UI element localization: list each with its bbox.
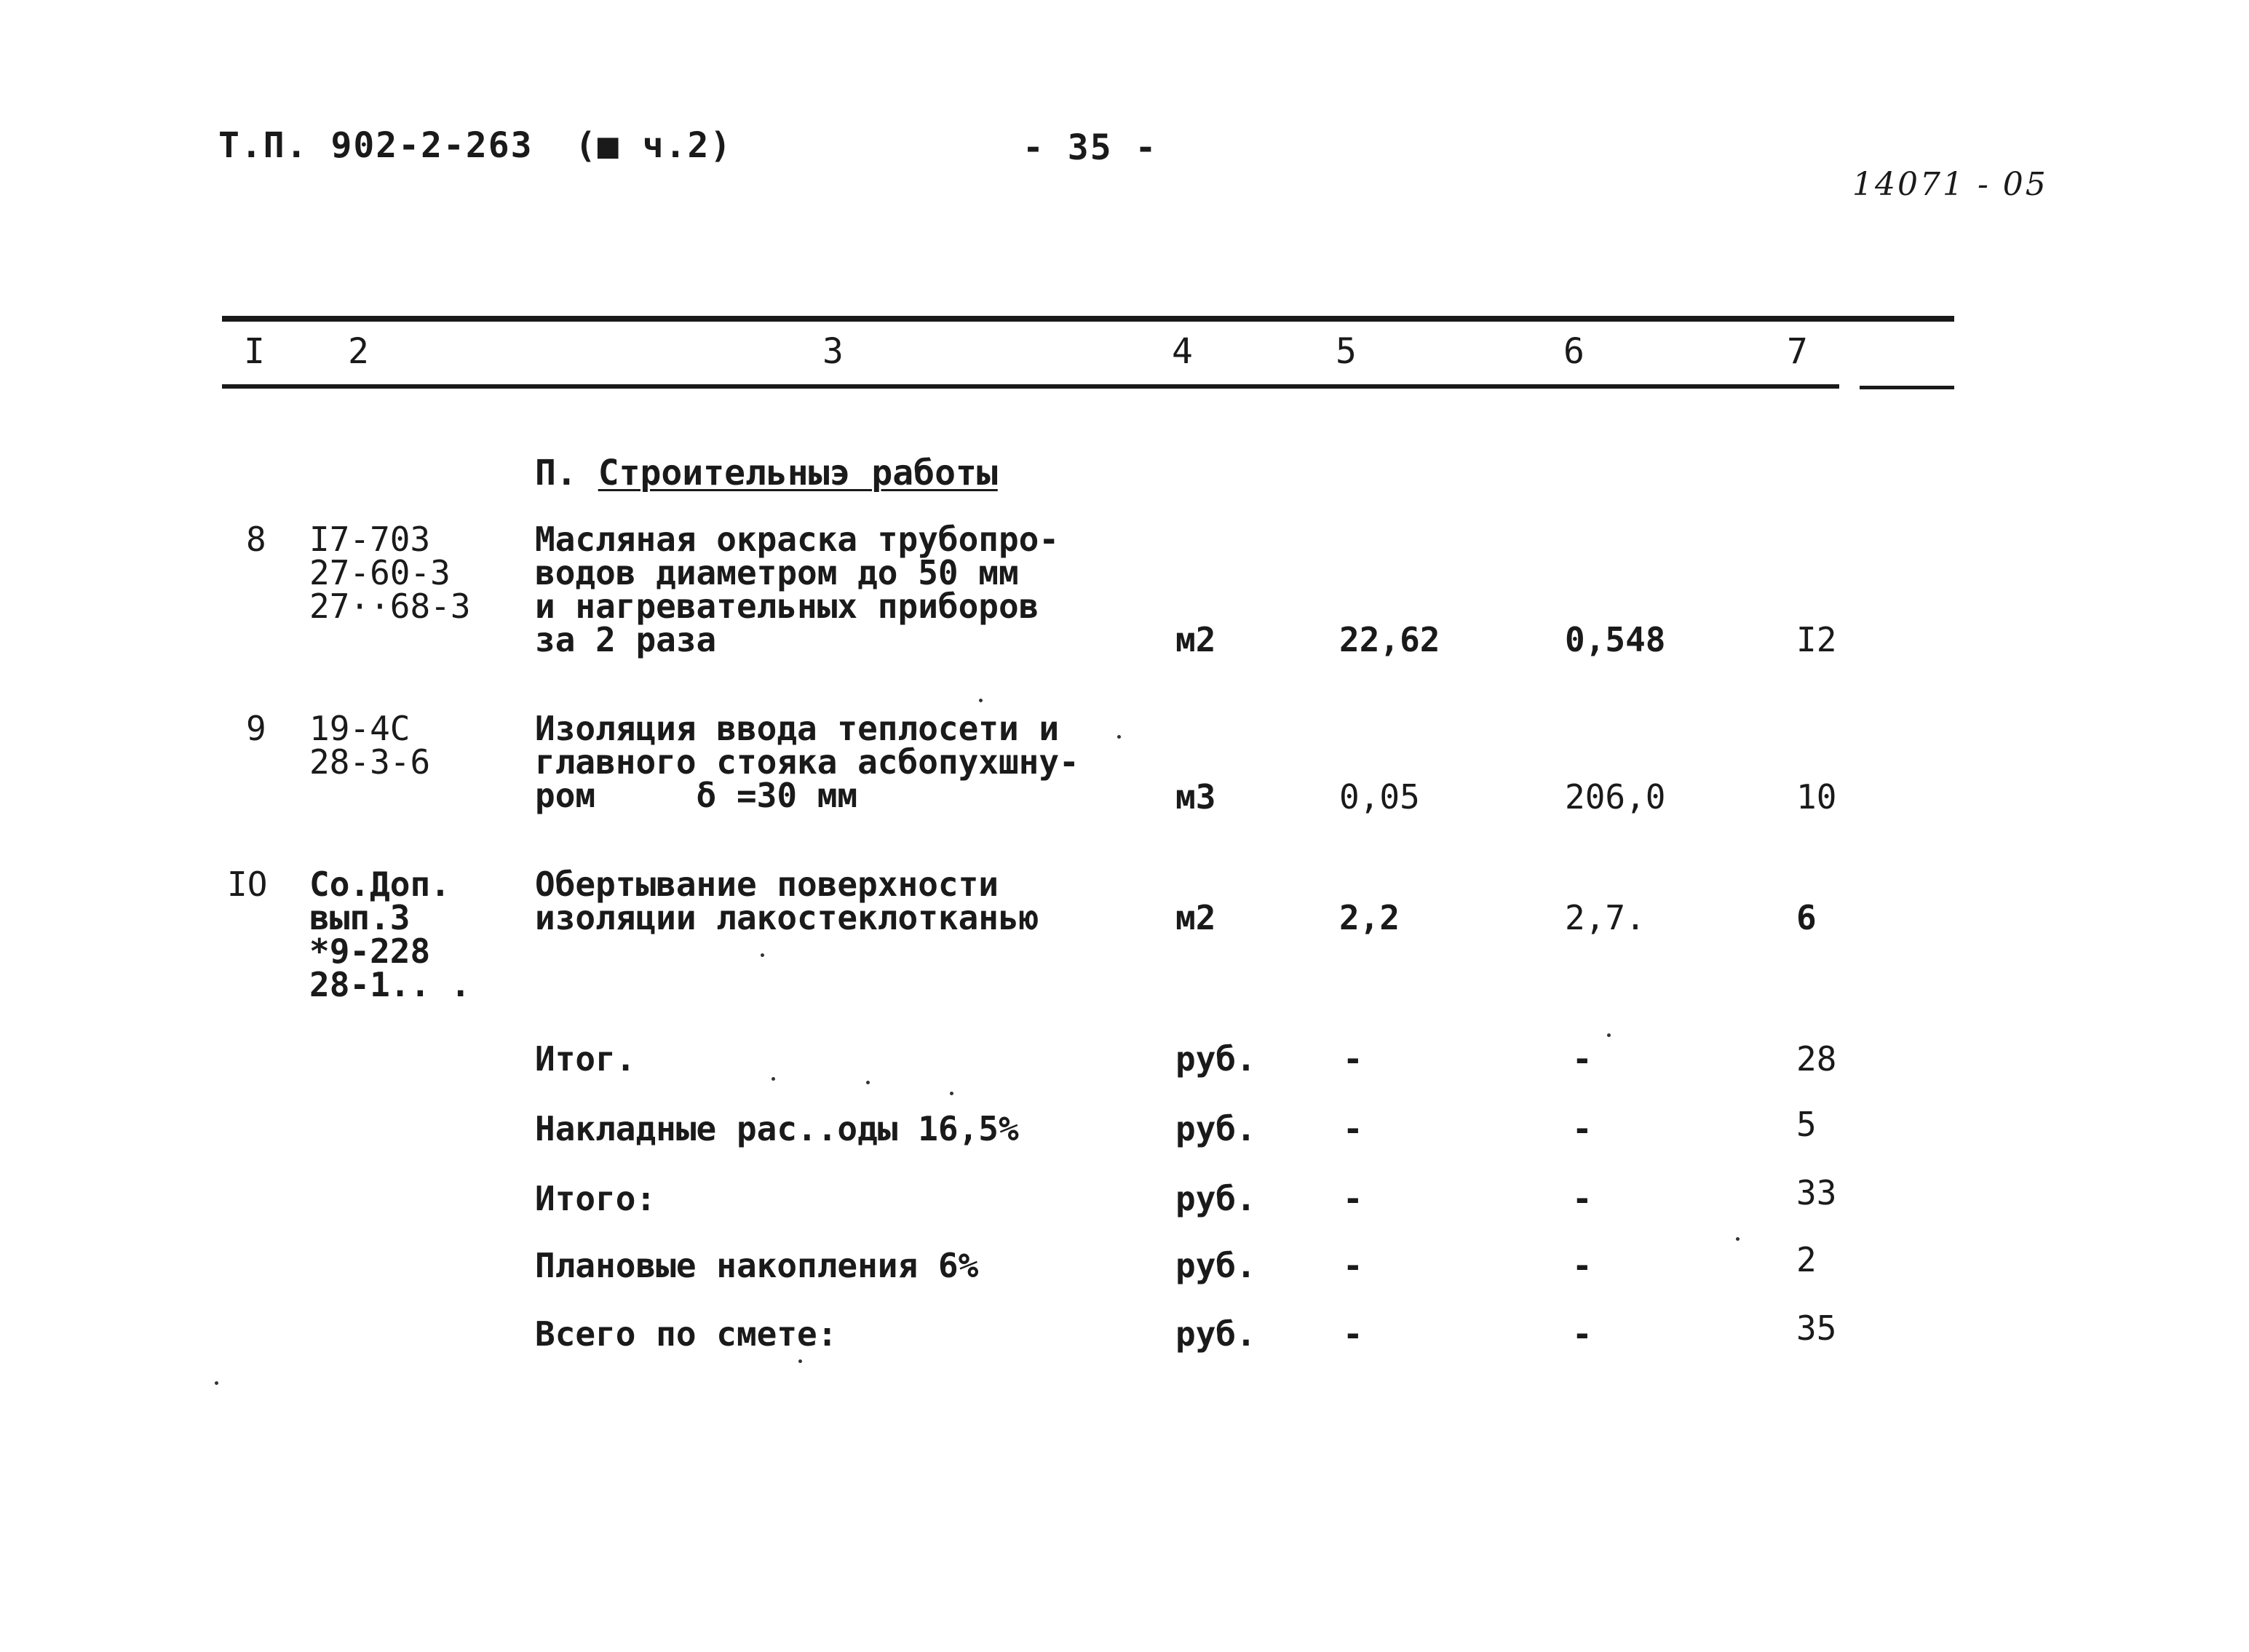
- summary-unit-price: -: [1572, 1109, 1592, 1148]
- column-number-4: 4: [1172, 331, 1193, 372]
- section-prefix: П.: [535, 453, 577, 493]
- row-unit-price: 0,548: [1565, 620, 1666, 659]
- summary-unit-price: -: [1572, 1314, 1592, 1354]
- summary-unit: руб.: [1175, 1039, 1256, 1079]
- summary-unit: руб.: [1175, 1314, 1256, 1354]
- row-unit: м2: [1175, 620, 1216, 659]
- row-description: Масляная окраска трубопро- водов диаметром до 50 мм и нагревательных приборов за 2 раза: [535, 520, 1060, 659]
- column-number-7: 7: [1787, 331, 1808, 372]
- table-header-rule-end: [1860, 386, 1954, 389]
- scan-speck: [1736, 1237, 1740, 1241]
- row-total: 6: [1796, 898, 1817, 937]
- row-unit: м3: [1175, 777, 1216, 817]
- summary-total: 2: [1796, 1240, 1817, 1279]
- table-top-rule: [222, 316, 1954, 322]
- summary-label: Плановые накопления 6%: [535, 1246, 979, 1285]
- summary-total: 5: [1796, 1105, 1817, 1144]
- column-number-2: 2: [348, 331, 369, 372]
- summary-label: Итог.: [535, 1039, 636, 1079]
- section-name: Строительныэ работы: [598, 453, 998, 493]
- column-number-3: 3: [822, 331, 844, 372]
- summary-quantity: -: [1343, 1246, 1363, 1285]
- summary-total: 35: [1796, 1309, 1837, 1348]
- summary-unit: руб.: [1175, 1109, 1256, 1148]
- summary-label: Итого:: [535, 1179, 657, 1218]
- summary-total: 33: [1796, 1173, 1837, 1212]
- scan-speck: [798, 1359, 802, 1363]
- row-unit: м2: [1175, 898, 1216, 937]
- summary-unit-price: -: [1572, 1039, 1592, 1079]
- scan-speck: [772, 1077, 775, 1081]
- scan-speck: [1607, 1033, 1611, 1037]
- summary-unit: руб.: [1175, 1246, 1256, 1285]
- summary-total: 28: [1796, 1039, 1837, 1079]
- row-unit-price: 206,0: [1565, 777, 1666, 817]
- page-number: - 35 -: [1023, 127, 1158, 168]
- summary-unit-price: -: [1572, 1179, 1592, 1218]
- scan-speck: [761, 953, 764, 957]
- document-reference: Т.П. 902-2-263: [218, 125, 534, 166]
- scan-speck: [1117, 735, 1121, 739]
- row-codes: 19-4С 28-3-6: [309, 709, 431, 782]
- row-quantity: 22,62: [1339, 620, 1440, 659]
- section-title: [535, 453, 998, 493]
- row-codes: Со.Доп. вып.3 *9-228 28-1.. .: [309, 865, 471, 1004]
- summary-label: Всего по смете:: [535, 1314, 838, 1354]
- table-header-rule: [222, 384, 1839, 389]
- summary-unit: руб.: [1175, 1179, 1256, 1218]
- row-quantity: 2,2: [1339, 898, 1400, 937]
- archive-number: 14071 - 05: [1852, 166, 2048, 203]
- column-number-5: 5: [1336, 331, 1357, 372]
- scan-speck: [866, 1081, 870, 1084]
- document-part: (■ ч.2): [575, 125, 733, 166]
- summary-quantity: -: [1343, 1179, 1363, 1218]
- summary-label: Накладные рас..оды 16,5%: [535, 1109, 1019, 1148]
- row-codes: I7-703 27-60-3 27··68-3: [309, 520, 471, 626]
- column-number-6: 6: [1563, 331, 1584, 372]
- row-total: 10: [1796, 777, 1837, 817]
- row-description: Изоляция ввода теплосети и главного стояка асбопухшну- ром δ =30 мм: [535, 709, 1079, 815]
- summary-quantity: -: [1343, 1314, 1363, 1354]
- row-quantity: 0,05: [1339, 777, 1420, 817]
- row-unit-price: 2,7.: [1565, 898, 1646, 937]
- summary-unit-price: -: [1572, 1246, 1592, 1285]
- scan-speck: [950, 1092, 953, 1095]
- summary-quantity: -: [1343, 1109, 1363, 1148]
- scan-speck: [979, 699, 983, 702]
- row-number: IO: [227, 865, 268, 904]
- column-number-1: I: [244, 331, 265, 372]
- scan-speck: [215, 1381, 218, 1385]
- row-number: 8: [246, 520, 266, 559]
- row-total: I2: [1796, 620, 1837, 659]
- row-description: Обертывание поверхности изоляции лакостеклотканью: [535, 865, 1039, 937]
- summary-quantity: -: [1343, 1039, 1363, 1079]
- row-number: 9: [246, 709, 266, 748]
